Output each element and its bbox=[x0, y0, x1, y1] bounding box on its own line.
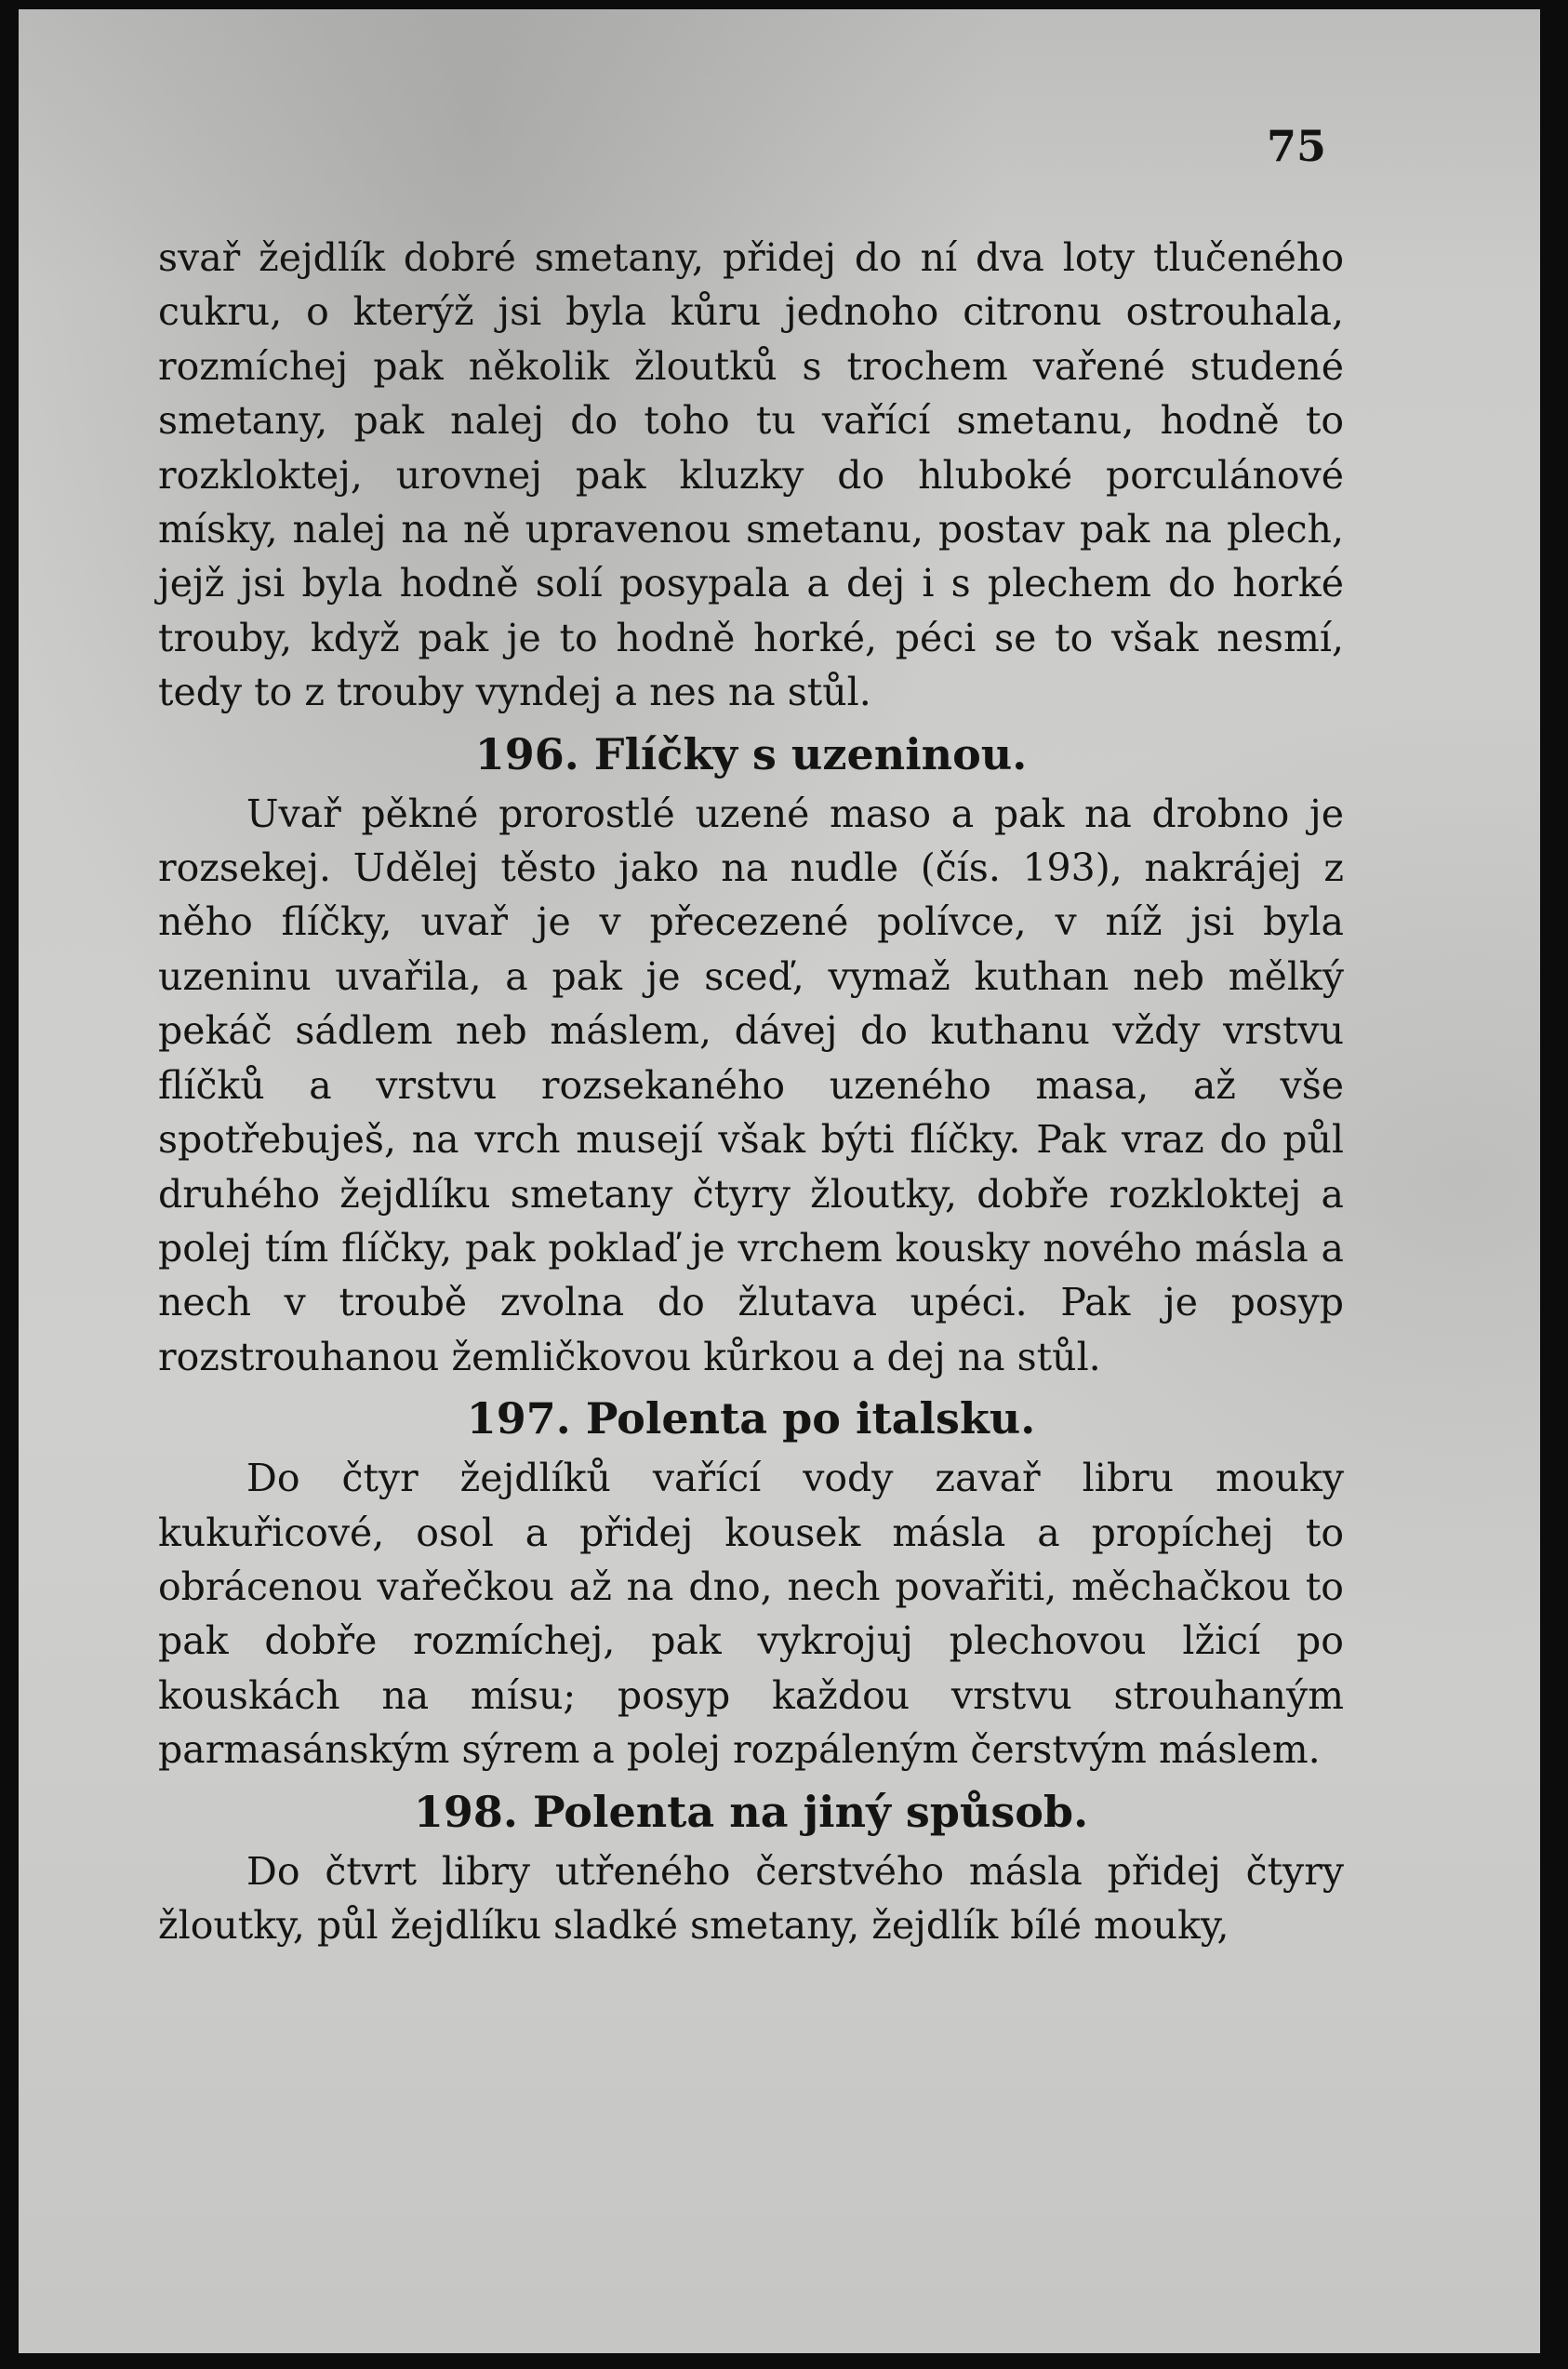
recipe-197-heading: 197. Polenta po italsku. bbox=[466, 1393, 1036, 1444]
recipe-198-text: Do čtvrt libry utřeného čerstvého másla přidej čtyry žloutky, půl žejdlíku sladké smetany, žejdlík bílé mouky, bbox=[158, 1848, 1344, 1948]
recipe-198-heading: 198. Polenta na jiný spůsob. bbox=[413, 1786, 1089, 1837]
recipe-197-text: Do čtyr žejdlíků vařící vody zavař libru mouky kukuřicové, osol a přidej kousek másla a propíchej to obrácenou vařečkou až na dno, nech povařiti, měchačkou to pak dobře rozmíchej, pak vykrojuj plechovou lžicí po kouskách na mísu; posyp každou vrstvu strouhaným parmasánským sýrem a polej rozpáleným čerstvým máslem. bbox=[158, 1456, 1344, 1773]
recipe-196-text: Uvař pěkné prorostlé uzené maso a pak na drobno je rozsekej. Udělej těsto jako na nudle (čís. 193), nakrájej z něho flíčky, uvař je v přecezené polívce, v níž jsi byla uzeninu uvařila, a pak je sceď, vymaž kuthan neb mělký pekáč sádlem neb máslem, dávej do kuthanu vždy vrstvu flíčků a vrstvu rozsekaného uzeného masa, až vše spotřebuješ, na vrch musejí však býti flíčky. Pak vraz do půl druhého žejdlíku smetany čtyry žloutky, dobře rozkloktej a polej tím flíčky, pak poklaď je vrchem kousky nového másla a nech v troubě zvolna do žlutava upéci. Pak je posyp rozstrouhanou žemličkovou kůrkou a dej na stůl. bbox=[158, 791, 1344, 1379]
book-page bbox=[19, 9, 1540, 2353]
page-text bbox=[158, 231, 1344, 1952]
recipe-196-heading: 196. Flíčky s uzeninou. bbox=[474, 728, 1028, 779]
page-number: 75 bbox=[1266, 121, 1326, 171]
intro-paragraph: svař žejdlík dobré smetany, přidej do ní dva loty tlučeného cukru, o kterýž jsi byla kůru jednoho citronu ostrouhala, rozmíchej pak několik žloutků s trochem vařené studené smetany, pak nalej do toho tu vařící smetanu, hodně to rozkloktej, urovnej pak kluzky do hluboké porculánové mísky, nalej na ně upravenou smetanu, postav pak na plech, jejž jsi byla hodně solí posypala a dej i s plechem do horké trouby, když pak je to hodně horké, péci se to však nesmí, tedy to z trouby vyndej a nes na stůl. bbox=[158, 235, 1344, 715]
